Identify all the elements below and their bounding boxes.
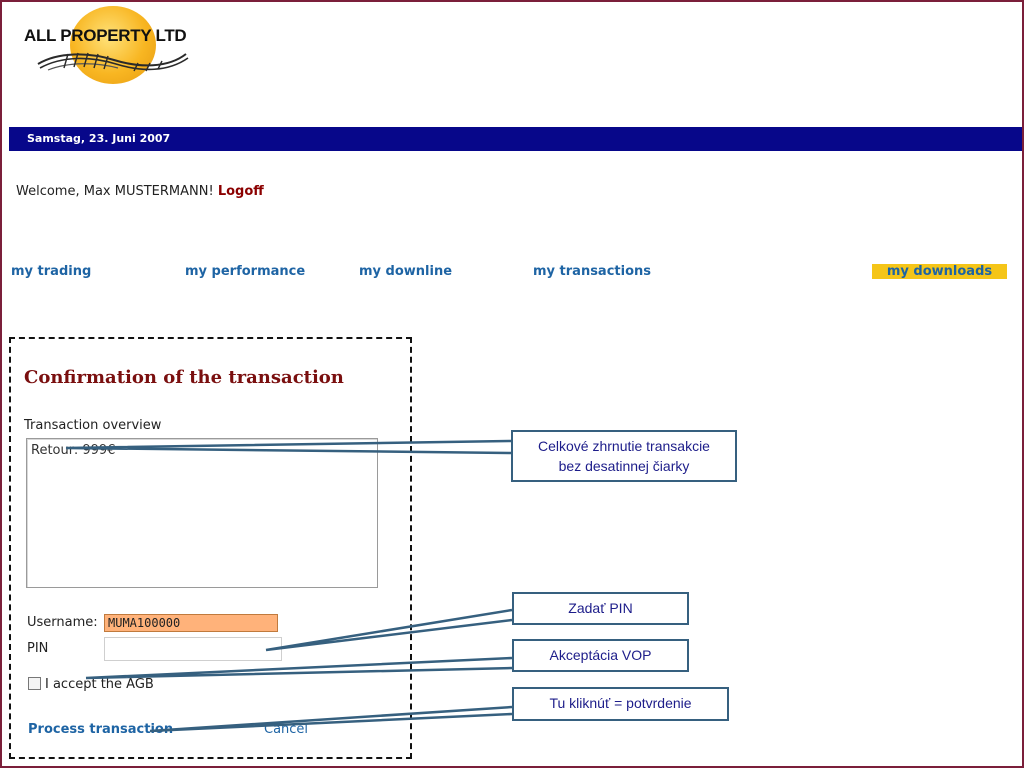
overview-text: Retour: 999€ — [31, 443, 116, 458]
cancel-link[interactable]: Cancel — [264, 722, 309, 737]
callout-process: Tu kliknúť = potvrdenie — [512, 687, 729, 721]
nav-my-downloads[interactable]: my downloads — [872, 264, 1007, 279]
nav-my-performance[interactable]: my performance — [185, 264, 306, 279]
callout-pin: Zadať PIN — [512, 592, 689, 625]
callout-overview-line1: Celkové zhrnutie transakcie — [538, 438, 710, 454]
pin-label: PIN — [27, 641, 49, 656]
process-connector — [150, 707, 512, 731]
pin-connector — [266, 610, 512, 650]
page-title: Confirmation of the transaction — [24, 367, 344, 388]
overview-label: Transaction overview — [24, 418, 162, 433]
logoff-link[interactable]: Logoff — [217, 184, 264, 199]
nav-my-transactions[interactable]: my transactions — [533, 264, 652, 279]
welcome-greeting: Welcome, Max MUSTERMANN! — [16, 184, 214, 199]
agb-label: I accept the AGB — [45, 677, 154, 692]
overview-connector — [66, 441, 511, 453]
nav-my-trading[interactable]: my trading — [11, 264, 92, 279]
callout-overview-line2: bez desatinnej čiarky — [558, 458, 690, 474]
logo-brand-text: ALL PROPERTY LTD — [24, 26, 187, 45]
username-input[interactable]: MUMA100000 — [104, 614, 278, 632]
callout-agb: Akceptácia VOP — [512, 639, 689, 672]
process-transaction-link[interactable]: Process transaction — [28, 722, 174, 737]
callout-overview — [511, 430, 737, 482]
nav-my-downline[interactable]: my downline — [359, 264, 453, 279]
current-date: Samstag, 23. Juni 2007 — [27, 132, 171, 145]
username-label: Username: — [27, 615, 98, 630]
agb-connector — [86, 658, 512, 678]
